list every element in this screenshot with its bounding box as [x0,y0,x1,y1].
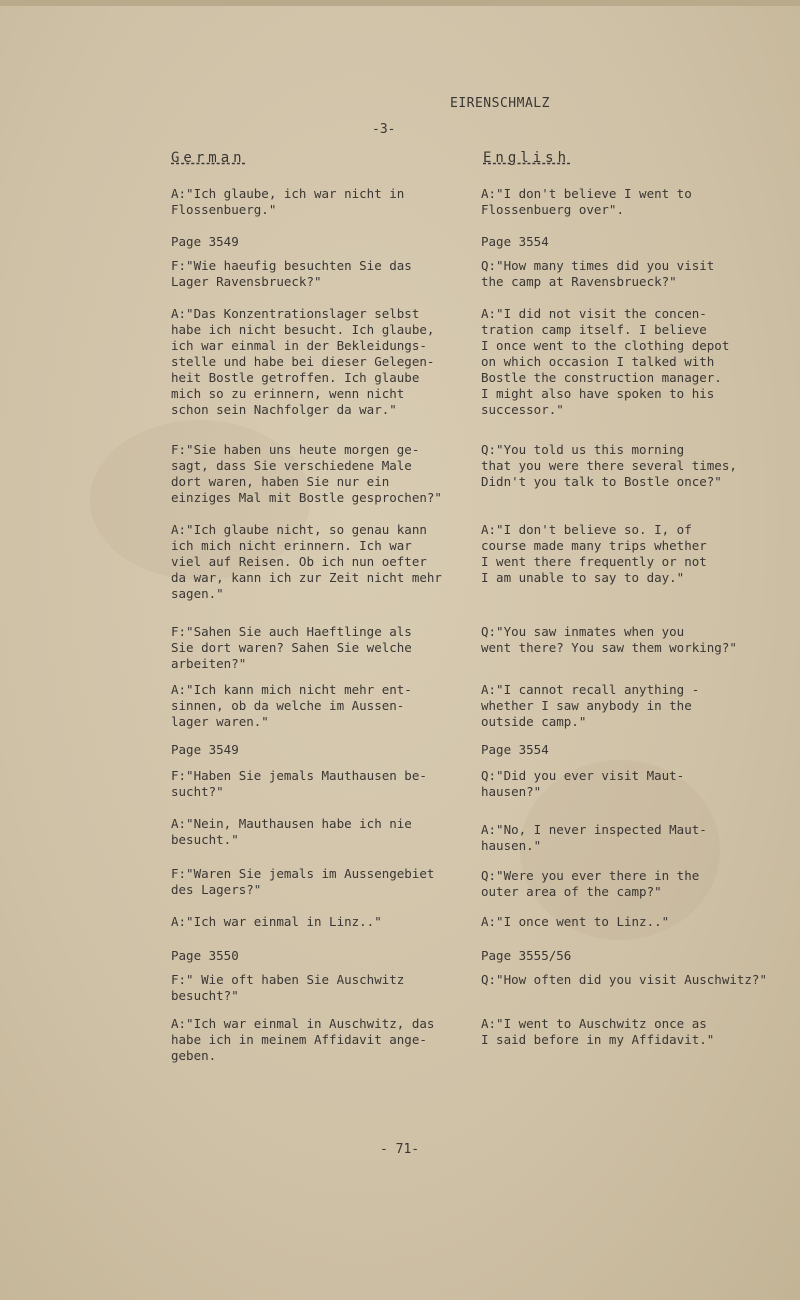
german-text: F:"Sie haben uns heute morgen ge- sagt, dass Sie verschiedene Male dort waren, haben Sie nur ein einziges Mal mit Bostle gesprochen?" [171,442,442,505]
page-footer-number: - 71- [380,1142,420,1157]
german-text: A:"Ich glaube nicht, so genau kann ich mich nicht erinnern. Ich war viel auf Reisen. Ob ich nun oefter da war, kann ich zur Zeit nicht mehr sagen." [171,522,442,601]
german-text: F:" Wie oft haben Sie Auschwitz besucht?" [171,972,405,1003]
english-text: Q:"How often did you visit Auschwitz?" [481,972,767,987]
german-text: A:"Ich war einmal in Auschwitz, das habe ich in meinem Affidavit ange- geben. [171,1016,435,1063]
german-text: F:"Haben Sie jemals Mauthausen be- sucht?" [171,768,427,799]
column-heading-german: German [171,150,246,166]
page-reference-english: Page 3554 [481,742,549,757]
page-reference-german: Page 3549 [171,234,239,249]
document-header-title: EIRENSCHMALZ [450,96,550,111]
english-text: Q:"Did you ever visit Maut- hausen?" [481,768,685,799]
english-text: A:"I did not visit the concen- tration camp itself. I believe I once went to the clothing depot on which occasion I talked with Bostle the construction manager. I might also have spoken to his successor." [481,306,730,417]
english-text: A:"No, I never inspected Maut- hausen." [481,822,707,853]
page-reference-german: Page 3549 [171,742,239,757]
english-text: Q:"You saw inmates when you went there? You saw them working?" [481,624,737,655]
page-reference-english: Page 3554 [481,234,549,249]
german-text: A:"Ich kann mich nicht mehr ent- sinnen, ob da welche im Aussen- lager waren." [171,682,412,729]
page-number: -3- [372,122,396,137]
german-text: A:"Ich war einmal in Linz.." [171,914,382,929]
german-text: A:"Ich glaube, ich war nicht in Flossenbuerg." [171,186,405,217]
page-top-edge [0,0,800,6]
page-reference-english: Page 3555/56 [481,948,572,963]
column-heading-english: English [483,150,571,166]
german-text: F:"Wie haeufig besuchten Sie das Lager Ravensbrueck?" [171,258,412,289]
german-text: A:"Das Konzentrationslager selbst habe ich nicht besucht. Ich glaube, ich war einmal in der Bekleidungs- stelle und habe bei dieser Gelegen- heit Bostle getroffen. Ich glaube mich so zu erinnern, wenn nicht schon sein Nachfolger da war." [171,306,435,417]
page-reference-german: Page 3550 [171,948,239,963]
english-text: A:"I don't believe so. I, of course made many trips whether I went there frequently or not I am unable to say to day." [481,522,707,585]
english-text: Q:"You told us this morning that you were there several times, Didn't you talk to Bostle once?" [481,442,737,489]
german-text: A:"Nein, Mauthausen habe ich nie besucht." [171,816,412,847]
german-text: F:"Sahen Sie auch Haeftlinge als Sie dort waren? Sahen Sie welche arbeiten?" [171,624,412,671]
english-text: A:"I cannot recall anything - whether I saw anybody in the outside camp." [481,682,700,729]
german-text: F:"Waren Sie jemals im Aussengebiet des Lagers?" [171,866,435,897]
english-text: Q:"Were you ever there in the outer area of the camp?" [481,868,700,899]
english-text: A:"I went to Auschwitz once as I said before in my Affidavit." [481,1016,715,1047]
english-text: A:"I don't believe I went to Flossenbuerg over". [481,186,692,217]
english-text: Q:"How many times did you visit the camp at Ravensbrueck?" [481,258,715,289]
english-text: A:"I once went to Linz.." [481,914,670,929]
